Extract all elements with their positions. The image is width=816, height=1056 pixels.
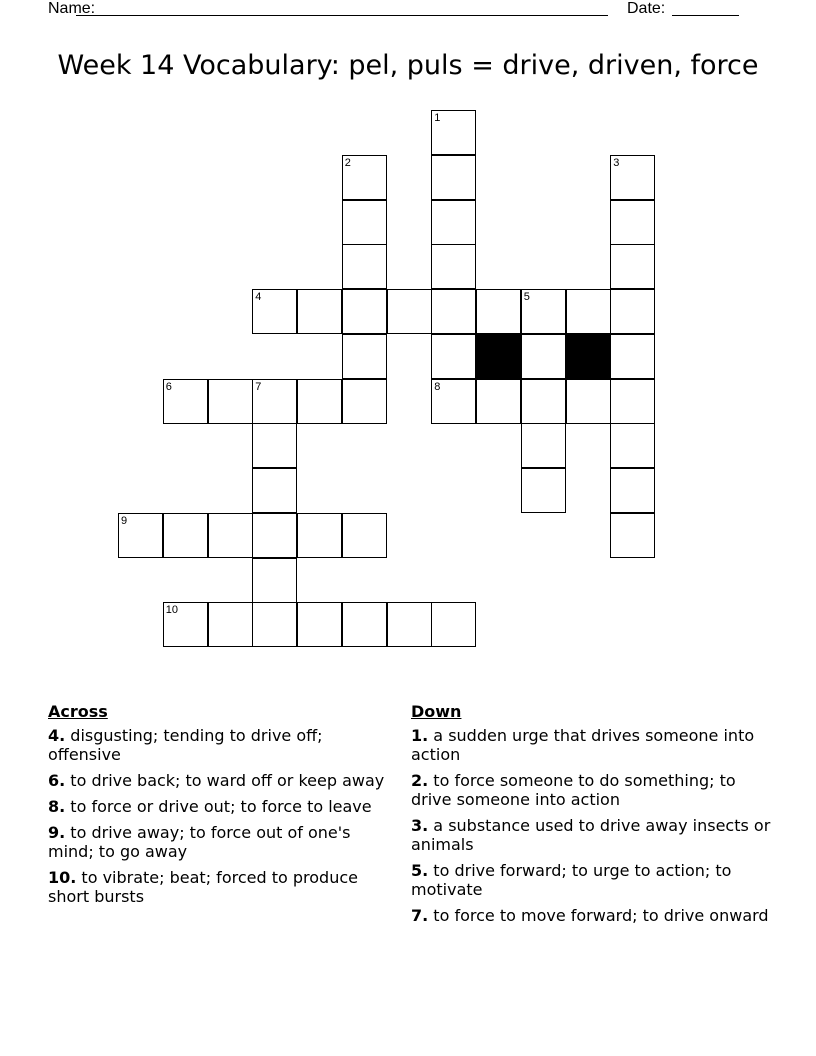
crossword-cell[interactable]: [521, 423, 566, 468]
clue-down-3: [411, 816, 771, 854]
crossword-cell[interactable]: [521, 379, 566, 424]
crossword-cell[interactable]: [252, 423, 297, 468]
down-heading: Down: [411, 702, 462, 721]
clue-across-10: [48, 868, 388, 906]
clue-text: to drive back; to ward off or keep away: [65, 771, 385, 790]
crossword-cell[interactable]: [476, 379, 521, 424]
crossword-cell[interactable]: [252, 289, 297, 334]
crossword-cell[interactable]: [431, 200, 476, 245]
date-label: Date:: [627, 0, 666, 17]
crossword-cell[interactable]: [252, 468, 297, 513]
cell-number: 7: [255, 380, 262, 393]
down-clues: [411, 702, 771, 932]
clue-number: 8.: [48, 797, 66, 816]
cell-number: 5: [523, 291, 530, 303]
crossword-cell[interactable]: [610, 468, 655, 513]
crossword-cell[interactable]: [342, 379, 387, 424]
crossword-cell[interactable]: [208, 602, 253, 647]
crossword-cell[interactable]: [610, 200, 655, 245]
crossword-cell[interactable]: [252, 558, 297, 603]
crossword-cell[interactable]: [342, 289, 387, 334]
crossword-cell[interactable]: [342, 155, 387, 200]
crossword-cell[interactable]: [610, 289, 655, 334]
crossword-cell[interactable]: [431, 289, 476, 334]
clue-down-7: [411, 906, 771, 925]
clue-down-2: [411, 771, 771, 809]
clue-number: 10.: [48, 868, 77, 887]
clue-text: a sudden urge that drives someone into action: [411, 726, 755, 764]
clue-across-6: [48, 771, 388, 790]
clue-text: to force someone to do something; to drive someone into action: [411, 771, 736, 809]
clue-text: to vibrate; beat; forced to produce short bursts: [48, 868, 358, 906]
crossword-cell[interactable]: [252, 513, 297, 558]
crossword-cell[interactable]: [431, 244, 476, 289]
crossword-cell[interactable]: [342, 602, 387, 647]
crossword-cell[interactable]: [342, 513, 387, 558]
clue-text: a substance used to drive away insects or animals: [411, 816, 771, 854]
clue-number: 6.: [48, 771, 66, 790]
cell-number: 6: [165, 380, 172, 393]
across-clues: [48, 702, 388, 913]
crossword-cell[interactable]: [163, 379, 208, 424]
crossword-block: [566, 334, 611, 379]
crossword-cell[interactable]: [387, 289, 432, 334]
cell-number: 10: [165, 604, 178, 617]
crossword-cell[interactable]: [208, 379, 253, 424]
cell-number: 4: [255, 291, 262, 303]
clue-text: to force or drive out; to force to leave: [65, 797, 372, 816]
clue-number: 3.: [411, 816, 429, 835]
cell-number: 9: [121, 514, 128, 527]
name-label: Name:: [48, 0, 96, 17]
cell-number: 8: [434, 380, 441, 393]
crossword-cell[interactable]: [431, 379, 476, 424]
across-heading: Across: [48, 702, 108, 721]
crossword-cell[interactable]: [387, 602, 432, 647]
crossword-cell[interactable]: [342, 244, 387, 289]
crossword-cell[interactable]: [566, 289, 611, 334]
crossword-cell[interactable]: [163, 602, 208, 647]
crossword-cell[interactable]: [610, 244, 655, 289]
clue-text: to force to move forward; to drive onward: [428, 906, 769, 925]
crossword-cell[interactable]: [476, 289, 521, 334]
crossword-cell[interactable]: [118, 513, 163, 558]
clue-number: 4.: [48, 726, 66, 745]
crossword-cell[interactable]: [431, 602, 476, 647]
crossword-cell[interactable]: [342, 334, 387, 379]
crossword-cell[interactable]: [431, 155, 476, 200]
crossword-block: [476, 334, 521, 379]
crossword-cell[interactable]: [342, 200, 387, 245]
crossword-cell[interactable]: [431, 334, 476, 379]
page-title: Week 14 Vocabulary: pel, puls = drive, driven, force: [57, 50, 759, 81]
cell-number: 1: [434, 112, 441, 124]
cell-number: 2: [344, 156, 351, 169]
clue-down-1: [411, 726, 771, 764]
clue-number: 9.: [48, 823, 66, 842]
clue-number: 1.: [411, 726, 429, 745]
clue-number: 7.: [411, 906, 429, 925]
clue-number: 5.: [411, 861, 429, 880]
cell-number: 3: [613, 156, 620, 169]
clue-text: disgusting; tending to drive off; offensive: [48, 726, 323, 764]
crossword-cell[interactable]: [521, 289, 566, 334]
crossword-cell[interactable]: [252, 379, 297, 424]
crossword-cell[interactable]: [610, 155, 655, 200]
crossword-cell[interactable]: [297, 289, 342, 334]
clue-text: to drive forward; to urge to action; to motivate: [411, 861, 732, 899]
clue-text: to drive away; to force out of one's mind; to go away: [48, 823, 351, 861]
crossword-cell[interactable]: [297, 379, 342, 424]
clue-across-4: [48, 726, 388, 764]
crossword-cell[interactable]: [521, 468, 566, 513]
crossword-cell[interactable]: [431, 110, 476, 155]
crossword-cell[interactable]: [297, 602, 342, 647]
crossword-cell[interactable]: [610, 334, 655, 379]
crossword-cell[interactable]: [297, 513, 342, 558]
clue-number: 2.: [411, 771, 429, 790]
clue-across-8: [48, 797, 388, 816]
clue-down-5: [411, 861, 771, 899]
crossword-cell[interactable]: [208, 513, 253, 558]
crossword-cell[interactable]: [252, 602, 297, 647]
crossword-cell[interactable]: [521, 334, 566, 379]
crossword-cell[interactable]: [163, 513, 208, 558]
clue-across-9: [48, 823, 388, 861]
crossword-cell[interactable]: [610, 379, 655, 424]
crossword-cell[interactable]: [566, 379, 611, 424]
crossword-cell[interactable]: [610, 423, 655, 468]
crossword-cell[interactable]: [610, 513, 655, 558]
